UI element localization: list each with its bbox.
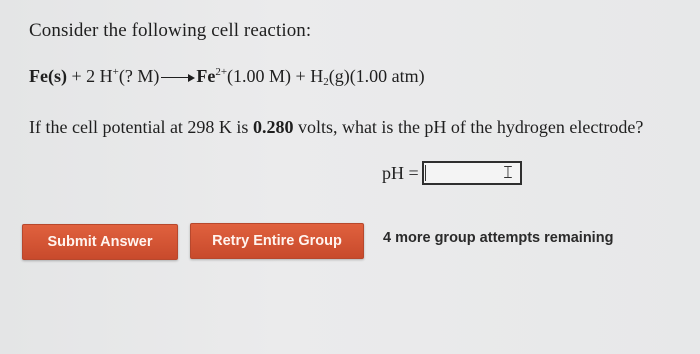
submit-answer-button[interactable]: Submit Answer xyxy=(22,224,178,260)
question-part-1: If the cell potential at 298 K is xyxy=(29,117,253,137)
ph-input[interactable] xyxy=(422,161,522,185)
question-text xyxy=(29,117,643,138)
cell-potential-value: 0.280 xyxy=(252,117,294,137)
cell-reaction xyxy=(29,66,425,87)
text-caret xyxy=(425,165,426,181)
hydrogen-gas-state: (g)(1.00 atm) xyxy=(328,66,425,86)
text-cursor-icon: 𝙸 xyxy=(501,162,515,183)
question-prompt: Consider the following cell reaction: xyxy=(29,20,312,41)
product-iron-ion: Fe xyxy=(196,66,216,86)
reaction-arrow-icon xyxy=(161,73,195,83)
attempts-remaining-text: 4 more group attempts remaining xyxy=(383,230,614,246)
iron-charge: 2+ xyxy=(215,66,228,78)
question-part-2: volts, what is the pH of the hydrogen electrode? xyxy=(293,117,644,137)
hydrogen-charge: + xyxy=(112,66,119,78)
ph-answer-row xyxy=(382,160,522,186)
hydrogen-concentration: (? M) xyxy=(118,66,160,86)
reactant-iron: Fe(s) xyxy=(29,66,67,86)
hydrogen-subscript: 2 xyxy=(323,76,329,88)
iron-concentration: (1.00 M) + H xyxy=(227,66,324,86)
retry-entire-group-button[interactable]: Retry Entire Group xyxy=(190,223,364,259)
reactant-hydrogen-ion: + 2 H xyxy=(66,66,113,86)
ph-label: pH = xyxy=(382,162,419,183)
